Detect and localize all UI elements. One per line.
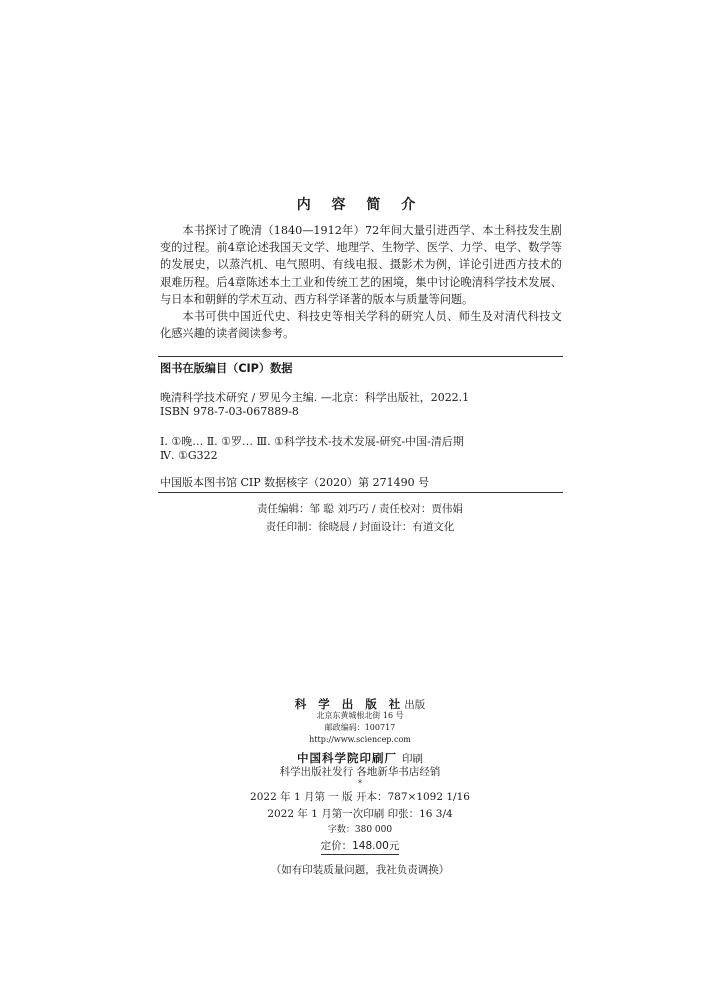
price-line [0,834,720,855]
separator-star: * [358,779,362,788]
summary-paragraph-2: 本书可供中国近代史、科技史等相关学科的研究人员、师生及对清代科技文化感兴趣的读者阅读参考。 [160,310,562,341]
price: 定价：148.00元 [321,838,400,855]
publisher-logo: 科 学 出 版 社 [294,697,405,711]
cip-heading: 图书在版编目（CIP）数据 [160,362,293,375]
summary-paragraph-1: 本书探讨了晚清（1840—1912年）72年间大量引进西学、本土科技发生剧变的过程。前4章论述我国天文学、地理学、生物学、医学、力学、电学、数学等的发展史，以蒸汽机、电气照明、有线电报、摄影术为例，详论引进西方技术的艰难历程。后4章陈述本土工业和传统工艺的困境，集中讨论晚清科学技术发展、与日本和朝鲜的学术互动、西方科学译著的版本与质量等问题。 [160,224,562,306]
publisher-postcode: 邮政编码：100717 [324,723,396,732]
publisher-suffix: 出版 [404,699,426,711]
printer-suffix: 印刷 [402,753,424,765]
cip-classification-1: Ⅰ. ①晚… Ⅱ. ①罗… Ⅲ. ①科学技术-技术发展-研究-中国-清后期 [160,435,464,448]
cip-number: 中国版本图书馆 CIP 数据核字（2020）第 271490 号 [160,476,430,489]
cip-isbn: ISBN 978-7-03-067889-8 [160,405,299,418]
credits-line-1: 责任编辑：邹 聪 刘巧巧 / 责任校对：贾伟娟 [257,503,463,515]
quality-notice: （如有印装质量问题，我社负责调换） [270,864,450,876]
cip-classification-2: Ⅳ. ①G322 [160,449,218,462]
publisher-website: http://www.sciencep.com [309,735,411,744]
cip-top-rule [158,356,563,357]
publisher-address: 北京东黄城根北街 16 号 [316,711,404,720]
edition-line: 2022 年 1 月第 一 版 开本：787×1092 1/16 [250,791,470,803]
summary-title: 内 容 简 介 [296,197,424,213]
cip-bottom-rule [158,492,563,493]
credits-line-2: 责任印制：徐晓晨 / 封面设计：有道文化 [265,521,455,533]
print-line: 2022 年 1 月第一次印刷 印张：16 3/4 [267,808,453,820]
distribution-line: 科学出版社发行 各地新华书店经销 [279,766,441,778]
cip-entry: 晚清科学技术研究 / 罗见今主编. —北京：科学出版社，2022.1 [160,391,470,404]
printer-name: 中国科学院印刷厂 [296,751,397,765]
word-count: 字数：380 000 [327,825,393,835]
summary-body [160,222,562,342]
